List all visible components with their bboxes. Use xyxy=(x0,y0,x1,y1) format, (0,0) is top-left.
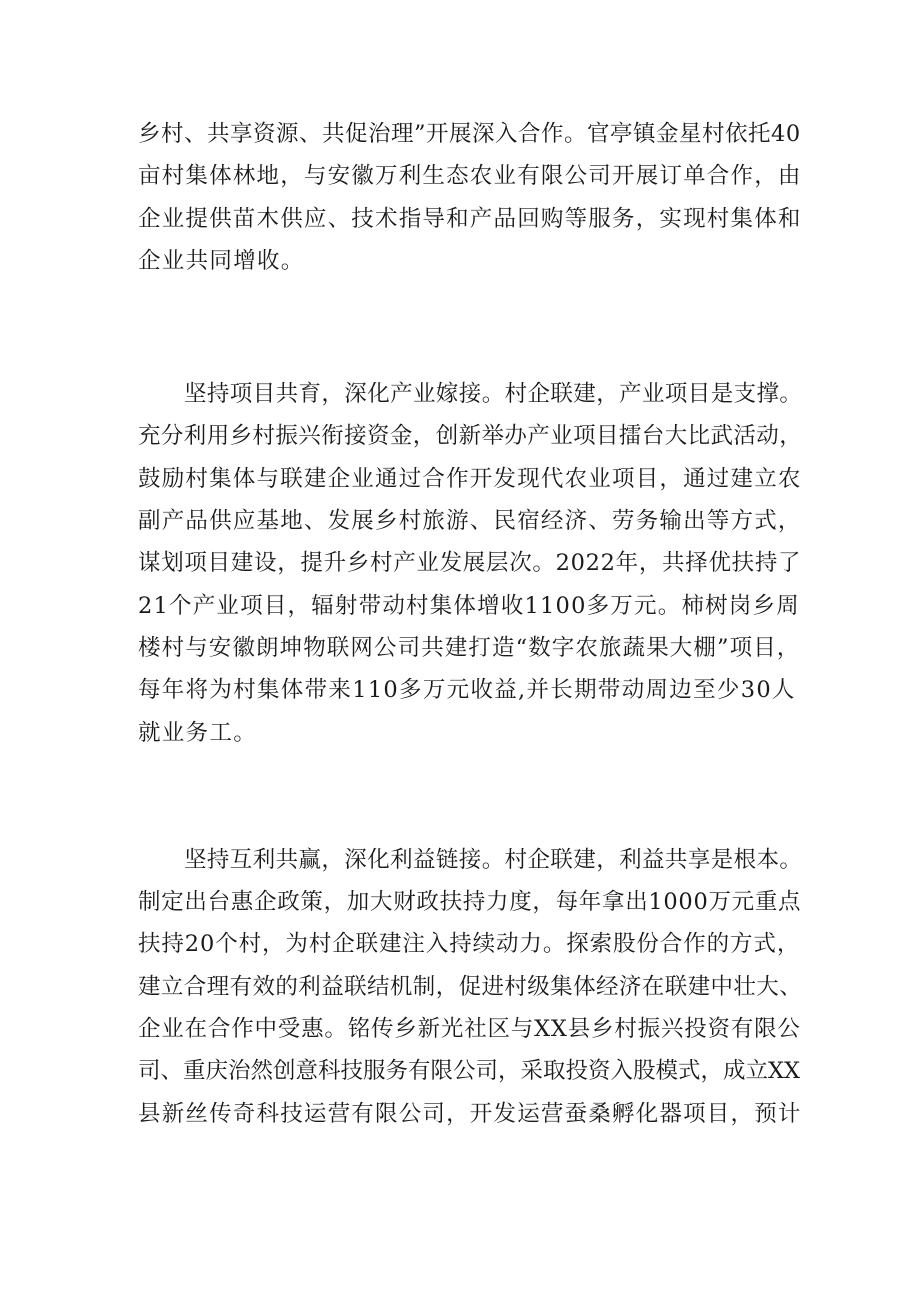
text-line: 企业共同增收。 xyxy=(138,247,305,274)
paragraph-mutual-benefit xyxy=(138,839,802,1135)
text-line: 县新丝传奇科技运营有限公司，开发运营蚕桑孵化器项目，预计 xyxy=(138,1100,802,1127)
paragraph-project-cultivation xyxy=(138,373,802,754)
text-line: 就业务工。 xyxy=(138,719,258,746)
text-line: 建立合理有效的利益联结机制，促进村级集体经济在联建中壮大、 xyxy=(138,973,803,1000)
text-line: 乡村、共享资源、共促治理”开展深入合作。官亭镇金星村依托40 xyxy=(138,121,801,147)
text-line: 21个产业项目，辐射带动村集体增收1100多万元。柿树岗乡周 xyxy=(138,592,800,619)
text-line: 制定出台惠企政策，加大财政扶持力度，每年拿出1000万元重点 xyxy=(138,889,802,916)
text-line: 企业提供苗木供应、技术指导和产品回购等服务，实现村集体和 xyxy=(138,205,802,232)
text-line: 副产品供应基地、发展乡村旅游、民宿经济、劳务输出等方式， xyxy=(138,508,802,535)
text-line: 亩村集体林地，与安徽万利生态农业有限公司开展订单合作，由 xyxy=(138,163,802,190)
text-line: 谋划项目建设，提升乡村产业发展层次。2022年，共择优扶持了 xyxy=(138,550,802,577)
text-line: 每年将为村集体带来110多万元收益,并长期带动周边至少30人 xyxy=(138,677,796,704)
paragraph-spacer xyxy=(138,282,802,373)
text-line: 企业在合作中受惠。铭传乡新光社区与XX县乡村振兴投资有限公 xyxy=(138,1016,801,1043)
text-line: 充分利用乡村振兴衔接资金，创新举办产业项目擂台大比武活动， xyxy=(138,423,803,450)
document-body xyxy=(138,113,802,1135)
paragraph-continued xyxy=(138,113,802,282)
text-line: 扶持20个村，为村企联建注入持续动力。探索股份合作的方式， xyxy=(138,931,801,958)
text-line-first: 坚持互利共赢，深化利益链接。村企联建，利益共享是根本。 xyxy=(184,846,803,873)
text-line: 鼓励村集体与联建企业通过合作开发现代农业项目，通过建立农 xyxy=(138,465,802,492)
text-line: 司、重庆治然创意科技服务有限公司，采取投资入股模式，成立XX xyxy=(138,1058,801,1085)
text-line: 楼村与安徽朗坤物联网公司共建打造“数字农旅蔬果大棚”项目， xyxy=(138,634,801,661)
paragraph-spacer xyxy=(138,754,802,839)
text-line-first: 坚持项目共育，深化产业嫁接。村企联建，产业项目是支撑。 xyxy=(184,381,803,408)
